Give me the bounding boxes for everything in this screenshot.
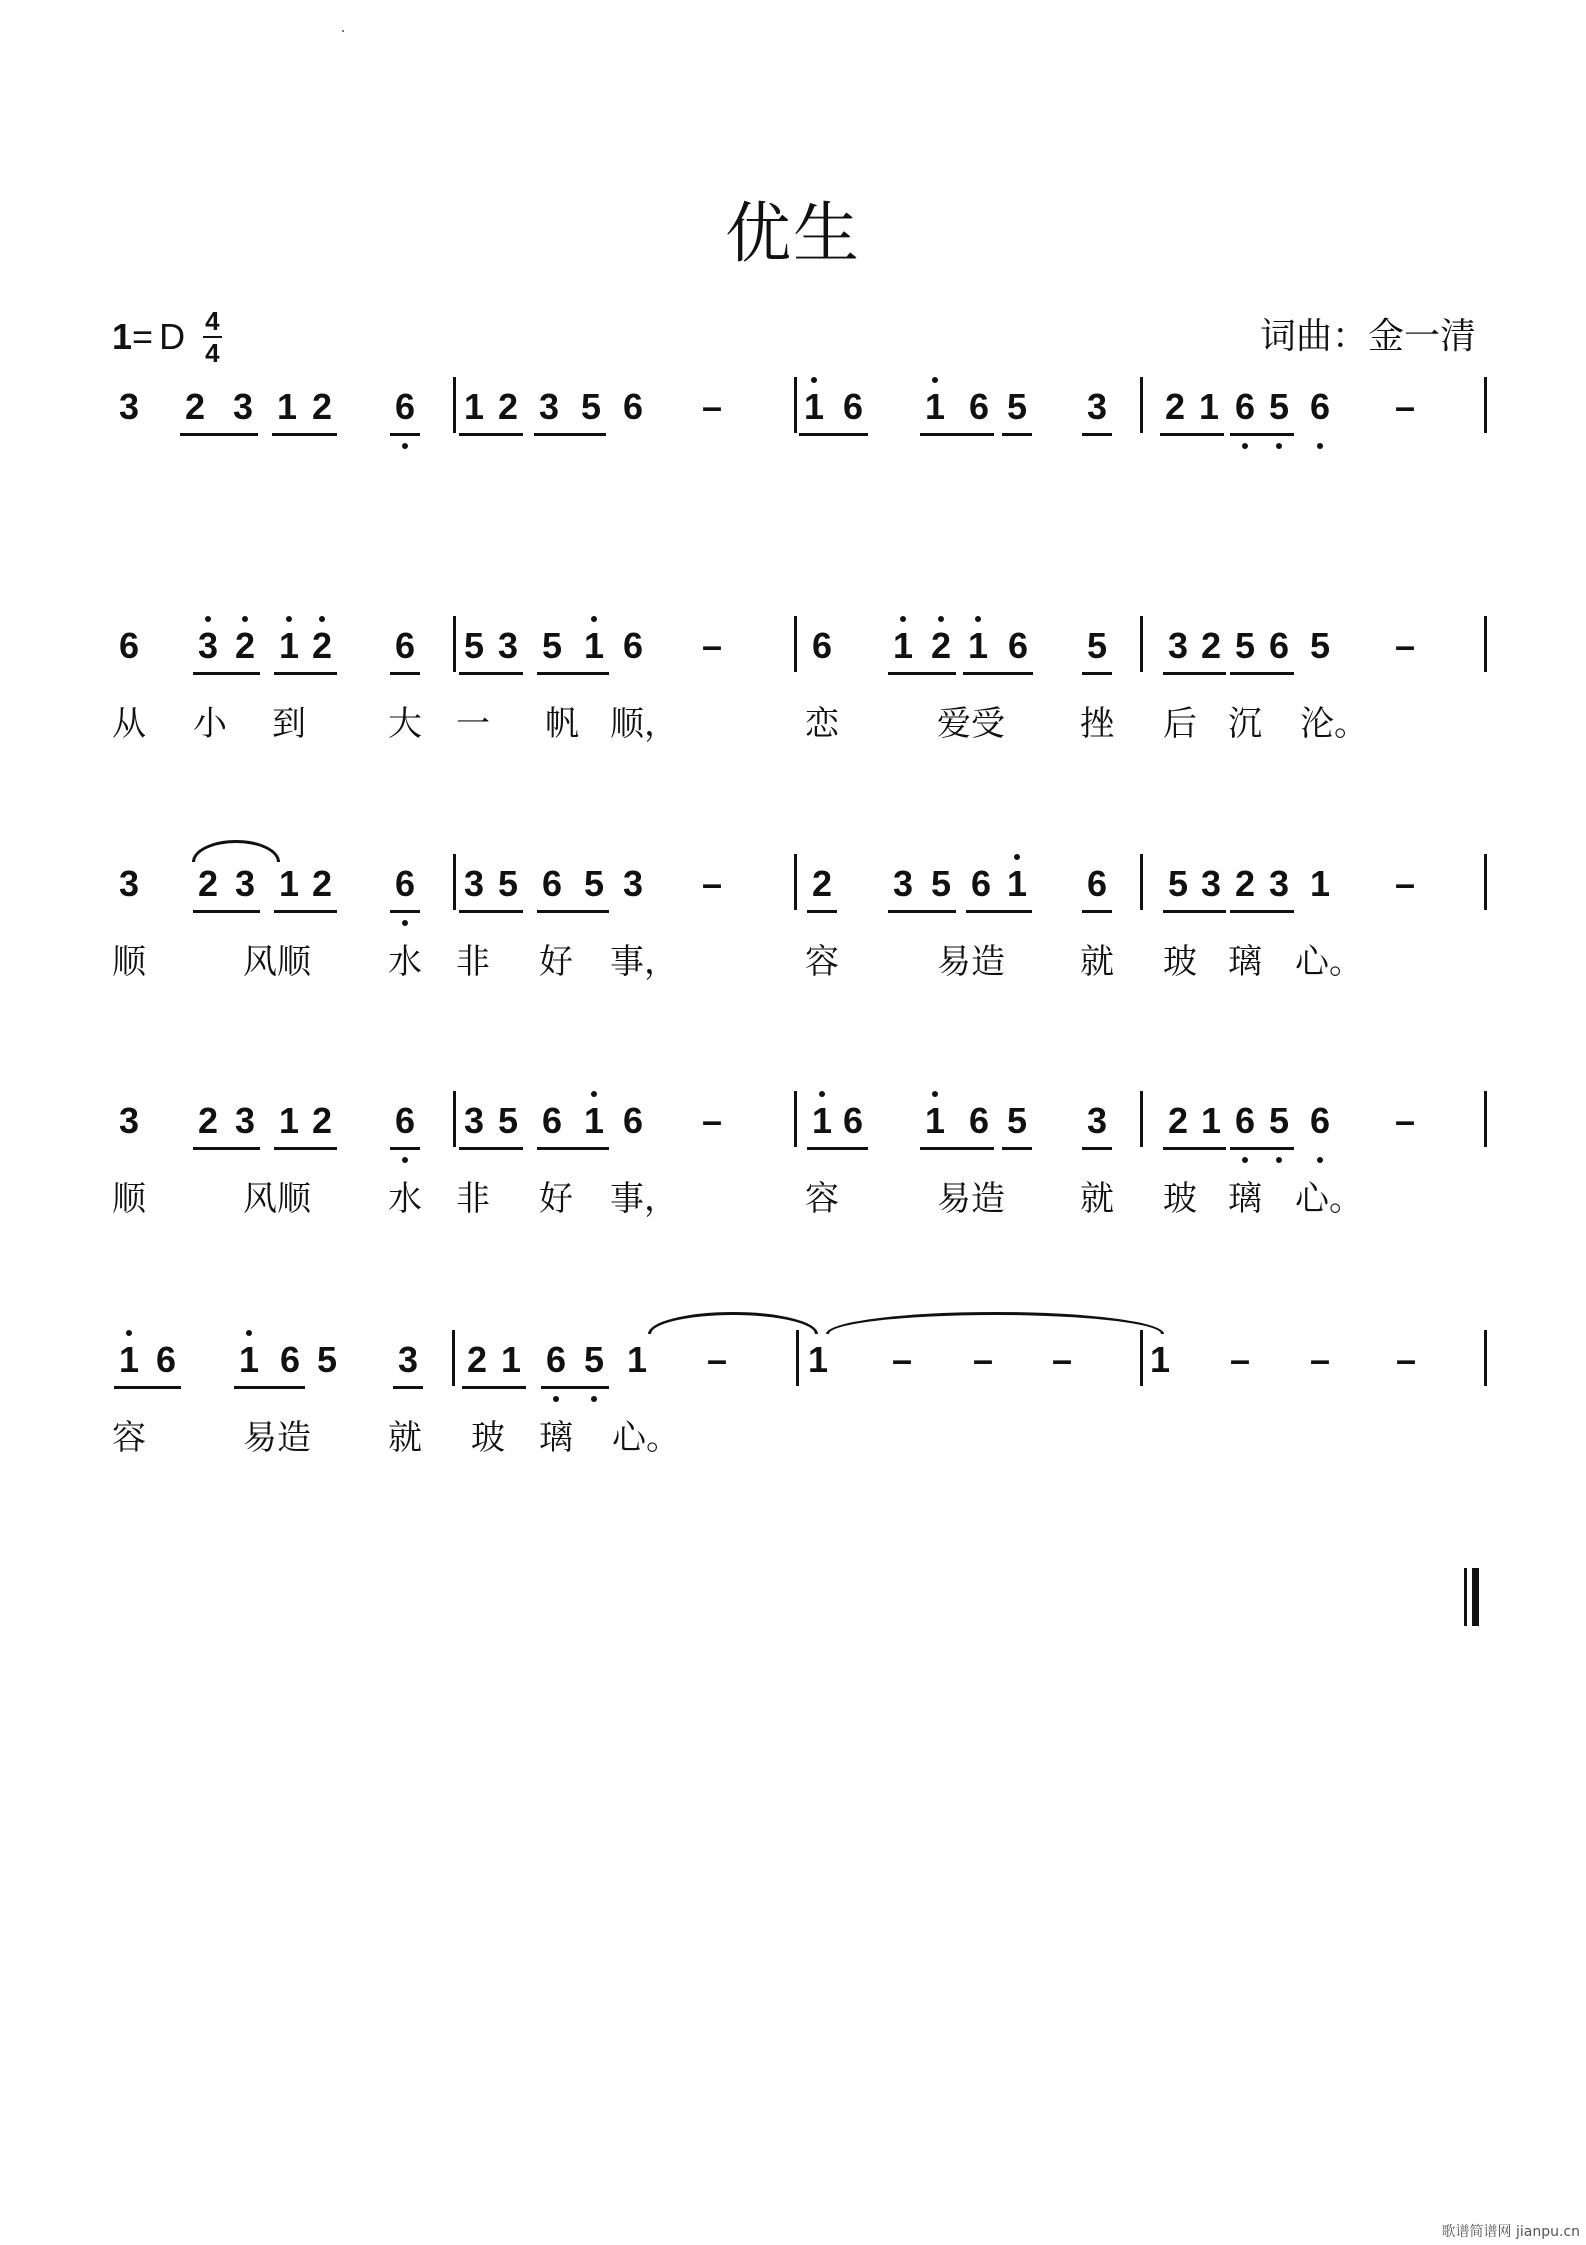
lyric-syllable: 好 [539,1179,573,1219]
sustain-dash: – [1051,1339,1073,1380]
barline [1140,616,1143,672]
octave-up-dot [975,616,981,622]
sustain-dash: – [1395,1339,1417,1380]
eighth-note-underline [390,1147,420,1150]
eighth-note-underline [920,1147,994,1150]
note: 5 [541,625,563,666]
lyric-syllable: 易造 [937,942,1005,982]
note: 2 [1164,386,1186,427]
note: 6 [622,386,644,427]
eighth-note-underline [459,672,523,675]
lyric-syllable: 从 [112,704,146,744]
note: 6 [968,386,990,427]
note: 2 [1167,1100,1189,1141]
note: 1 [892,625,914,666]
note: 3 [1086,1100,1108,1141]
note: 6 [622,625,644,666]
eighth-note-underline [193,1147,260,1150]
note: 1 [583,625,605,666]
note: 6 [1234,386,1256,427]
note: 5 [930,863,952,904]
note: 1 [463,386,485,427]
note: 6 [541,863,563,904]
note: 6 [1268,625,1290,666]
note: 2 [197,1100,219,1141]
note: 1 [1149,1339,1171,1380]
lyric-syllable: 小 [193,704,227,744]
sustain-dash: – [1394,1100,1416,1141]
note: 2 [1200,625,1222,666]
octave-up-dot [246,1330,252,1336]
slur-tie [192,840,280,862]
lyric-syllable: 璃 [1228,942,1262,982]
eighth-note-underline [1082,910,1112,913]
note: 1 [278,863,300,904]
octave-down-dot [591,1396,597,1402]
time-signature-top: 4 [205,306,220,336]
note: 2 [184,386,206,427]
sustain-dash: – [701,386,723,427]
sustain-dash: – [972,1339,994,1380]
note: 6 [622,1100,644,1141]
note: 5 [1006,1100,1028,1141]
eighth-note-underline [274,1147,337,1150]
note: 6 [1309,1100,1331,1141]
lyric-syllable: 好 [539,942,573,982]
note: 3 [397,1339,419,1380]
note: 6 [968,1100,990,1141]
lyric-syllable: 恋 [805,704,839,744]
eighth-note-underline [963,672,1033,675]
note: 2 [1234,863,1256,904]
barline [1484,854,1487,910]
key-one: 1 [112,316,133,357]
lyric-syllable: 事， [610,1179,678,1219]
eighth-note-underline [537,672,609,675]
note: 6 [394,863,416,904]
note: 5 [1086,625,1108,666]
octave-down-dot [402,443,408,449]
octave-up-dot [932,1091,938,1097]
note: 1 [1309,863,1331,904]
note: 3 [232,386,254,427]
note: 3 [463,1100,485,1141]
eighth-note-underline [920,433,994,436]
composer-credit: 词曲：金一清 [1259,316,1476,357]
barline [794,616,797,672]
eighth-note-underline [1163,672,1226,675]
lyric-syllable: 一 [456,704,490,744]
note: 5 [1268,386,1290,427]
barline [794,854,797,910]
octave-up-dot [1014,854,1020,860]
note: 1 [803,386,825,427]
note: 1 [276,386,298,427]
lyric-syllable: 顺 [112,942,146,982]
final-barline-thick [1472,1568,1479,1626]
eighth-note-underline [390,910,420,913]
note: 5 [580,386,602,427]
eighth-note-underline [799,433,868,436]
lyric-syllable: 璃 [1228,1179,1262,1219]
paper-speck [342,30,344,32]
key-signature [112,306,222,368]
note: 5 [316,1339,338,1380]
note: 1 [238,1339,260,1380]
notation-system [0,1338,1586,1408]
note: 6 [118,625,140,666]
eighth-note-underline [390,672,420,675]
sustain-dash: – [1394,625,1416,666]
barline [452,1330,455,1386]
note: 2 [234,625,256,666]
lyric-syllable: 顺 [112,1179,146,1219]
eighth-note-underline [459,433,523,436]
note: 2 [930,625,952,666]
eighth-note-underline [1163,1147,1226,1150]
octave-down-dot [1242,443,1248,449]
barline [796,1330,799,1386]
note: 1 [967,625,989,666]
lyric-syllable: 就 [1080,1179,1114,1219]
note: 2 [311,386,333,427]
lyric-syllable: 心。 [612,1418,680,1458]
lyric-syllable: 风顺 [243,1179,311,1219]
eighth-note-underline [537,910,609,913]
eighth-note-underline [537,1147,609,1150]
lyric-syllable: 易造 [243,1418,311,1458]
eighth-note-underline [888,672,956,675]
eighth-note-underline [390,433,420,436]
note: 6 [394,386,416,427]
note: 1 [811,1100,833,1141]
octave-down-dot [402,920,408,926]
note: 3 [892,863,914,904]
note: 2 [311,625,333,666]
slur-tie [826,1312,1164,1334]
eighth-note-underline [193,672,260,675]
note: 5 [1167,863,1189,904]
note: 1 [924,1100,946,1141]
octave-down-dot [1276,1157,1282,1163]
lyric-syllable: 玻 [471,1418,505,1458]
eighth-note-underline [1082,672,1112,675]
note: 2 [497,386,519,427]
eighth-note-underline [459,910,523,913]
note: 6 [842,1100,864,1141]
note: 3 [1167,625,1189,666]
eighth-note-underline [1082,433,1112,436]
sustain-dash: – [701,1100,723,1141]
note: 2 [311,863,333,904]
lyric-syllable: 水 [388,1179,422,1219]
octave-up-dot [126,1330,132,1336]
octave-up-dot [242,616,248,622]
sustain-dash: – [891,1339,913,1380]
eighth-note-underline [1230,910,1294,913]
note: 3 [234,1100,256,1141]
note: 5 [583,863,605,904]
lyric-syllable: 帆 [545,704,579,744]
lyric-syllable: 非 [456,1179,490,1219]
lyric-syllable: 容 [112,1418,146,1458]
note: 6 [394,1100,416,1141]
note: 6 [811,625,833,666]
lyric-syllable: 水 [388,942,422,982]
sustain-dash: – [701,625,723,666]
lyric-syllable: 沦。 [1300,704,1368,744]
lyric-syllable: 非 [456,942,490,982]
barline [1484,1330,1487,1386]
note: 6 [394,625,416,666]
lyric-syllable: 到 [272,704,306,744]
octave-up-dot [205,616,211,622]
sustain-dash: – [1394,386,1416,427]
octave-up-dot [286,616,292,622]
note: 3 [463,863,485,904]
note: 1 [1006,863,1028,904]
note: 6 [155,1339,177,1380]
eighth-note-underline [114,1386,181,1389]
octave-up-dot [938,616,944,622]
lyric-syllable: 事， [610,942,678,982]
eighth-note-underline [534,433,606,436]
eighth-note-underline [1230,1147,1294,1150]
notation-system [0,862,1586,932]
note: 1 [1198,386,1220,427]
eighth-note-underline [462,1386,526,1389]
note: 2 [197,863,219,904]
lyric-syllable: 玻 [1163,1179,1197,1219]
octave-down-dot [553,1396,559,1402]
slur-tie [648,1312,818,1334]
eighth-note-underline [393,1386,423,1389]
note: 5 [1268,1100,1290,1141]
note: 6 [842,386,864,427]
octave-down-dot [1317,443,1323,449]
eighth-note-underline [1002,433,1032,436]
note: 1 [924,386,946,427]
lyric-syllable: 挫 [1080,704,1114,744]
note: 3 [1200,863,1222,904]
note: 3 [118,863,140,904]
lyric-syllable: 心。 [1295,942,1363,982]
note: 6 [1086,863,1108,904]
barline [794,1091,797,1147]
lyric-syllable: 容 [805,942,839,982]
eighth-note-underline [807,1147,868,1150]
eighth-note-underline [1230,672,1294,675]
lyric-syllable: 玻 [1163,942,1197,982]
note: 2 [811,863,833,904]
lyric-syllable: 就 [1080,942,1114,982]
note: 6 [545,1339,567,1380]
time-signature [203,306,221,368]
note: 5 [497,863,519,904]
octave-down-dot [1276,443,1282,449]
sustain-dash: – [1229,1339,1251,1380]
note: 5 [497,1100,519,1141]
note: 3 [118,1100,140,1141]
note: 6 [1309,386,1331,427]
note: 6 [970,863,992,904]
song-title: 优生 [725,195,861,272]
eighth-note-underline [966,910,1032,913]
lyric-syllable: 顺， [610,704,678,744]
octave-up-dot [932,377,938,383]
notation-system [0,1099,1586,1169]
key-letter: D [159,316,186,357]
eighth-note-underline [274,910,337,913]
lyric-syllable: 心。 [1295,1179,1363,1219]
lyric-syllable: 容 [805,1179,839,1219]
eighth-note-underline [1160,433,1224,436]
note: 2 [466,1339,488,1380]
barline [1140,377,1143,433]
note: 3 [1086,386,1108,427]
watermark: 歌谱简谱网 jianpu.cn [1441,2224,1580,2240]
note: 5 [1006,386,1028,427]
key-equals: = [132,316,154,357]
lyric-syllable: 就 [388,1418,422,1458]
note: 3 [118,386,140,427]
note: 1 [500,1339,522,1380]
octave-up-dot [900,616,906,622]
note: 6 [1234,1100,1256,1141]
note: 5 [463,625,485,666]
octave-down-dot [1242,1157,1248,1163]
note: 3 [197,625,219,666]
notation-system [0,385,1586,455]
note: 3 [538,386,560,427]
lyric-syllable: 爱受 [937,704,1005,744]
note: 2 [311,1100,333,1141]
octave-up-dot [591,616,597,622]
eighth-note-underline [272,433,337,436]
note: 1 [807,1339,829,1380]
eighth-note-underline [1002,1147,1032,1150]
eighth-note-underline [1230,433,1294,436]
octave-up-dot [319,616,325,622]
eighth-note-underline [193,910,260,913]
barline [1484,1091,1487,1147]
lyric-syllable: 沉 [1228,704,1262,744]
sustain-dash: – [1394,863,1416,904]
note: 3 [497,625,519,666]
note: 1 [583,1100,605,1141]
lyric-syllable: 风顺 [243,942,311,982]
lyric-syllable: 璃 [539,1418,573,1458]
sustain-dash: – [1309,1339,1331,1380]
lyric-syllable: 易造 [937,1179,1005,1219]
octave-up-dot [819,1091,825,1097]
eighth-note-underline [888,910,956,913]
lyric-syllable: 后 [1163,704,1197,744]
note: 3 [1268,863,1290,904]
note: 3 [622,863,644,904]
octave-down-dot [1317,1157,1323,1163]
note: 5 [1309,625,1331,666]
eighth-note-underline [1082,1147,1112,1150]
note: 1 [278,1100,300,1141]
note: 5 [1234,625,1256,666]
sustain-dash: – [701,863,723,904]
note: 3 [234,863,256,904]
barline [1140,854,1143,910]
barline [1484,377,1487,433]
eighth-note-underline [180,433,258,436]
sustain-dash: – [706,1339,728,1380]
barline [1484,616,1487,672]
note: 6 [279,1339,301,1380]
note: 1 [626,1339,648,1380]
eighth-note-underline [1163,910,1226,913]
note: 1 [278,625,300,666]
eighth-note-underline [234,1386,305,1389]
eighth-note-underline [541,1386,609,1389]
eighth-note-underline [807,910,837,913]
note: 1 [1200,1100,1222,1141]
octave-up-dot [591,1091,597,1097]
note: 6 [1007,625,1029,666]
note: 6 [541,1100,563,1141]
note: 5 [583,1339,605,1380]
note: 1 [118,1339,140,1380]
octave-down-dot [402,1157,408,1163]
octave-up-dot [811,377,817,383]
time-signature-bottom: 4 [205,338,220,368]
eighth-note-underline [274,672,337,675]
notation-system [0,624,1586,694]
barline [1140,1091,1143,1147]
eighth-note-underline [459,1147,523,1150]
final-barline-thin [1464,1568,1467,1626]
lyric-syllable: 大 [388,704,422,744]
